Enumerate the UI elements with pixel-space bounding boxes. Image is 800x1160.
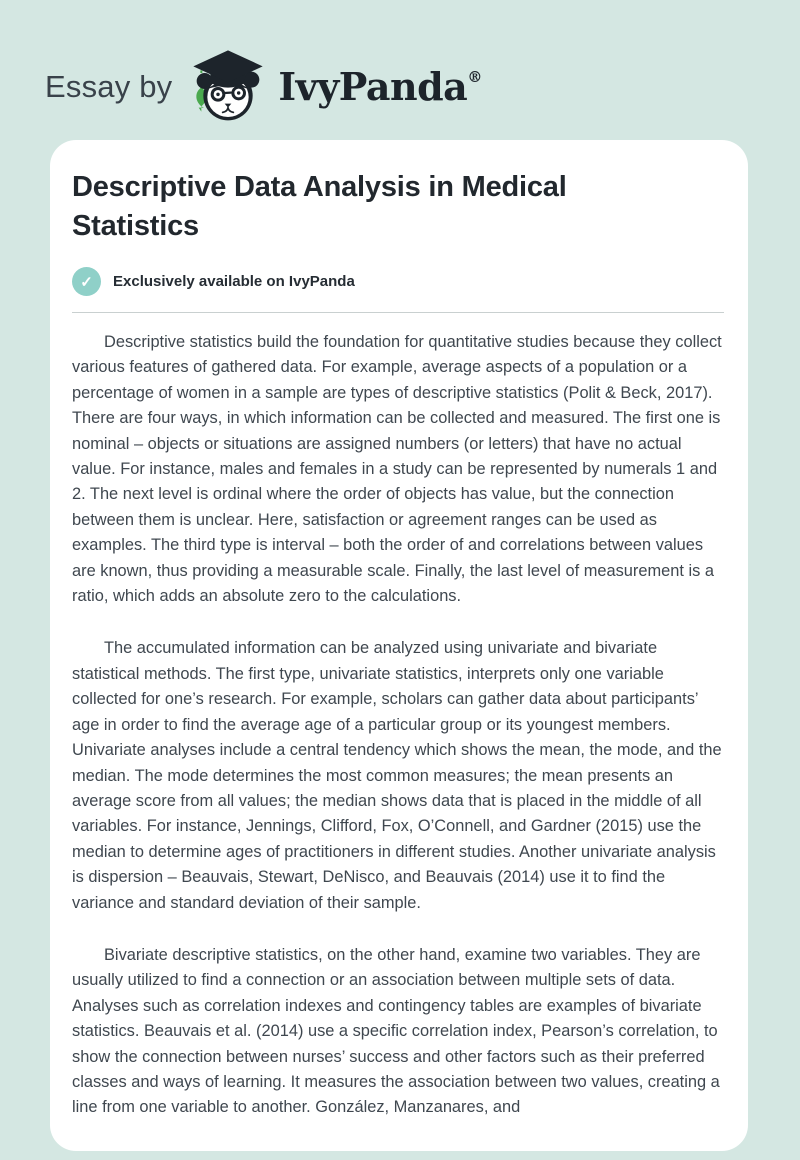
site-header [0,0,800,140]
essay-paragraph-3: Bivariate descriptive statistics, on the other hand, examine two variables. They are usually utilized to find a connection or an association between multiple sets of data. Analyses such as correlation indexes and contingency tables are examples of bivariate statistics. Beauvais et al. (2014) use a specific correlation index, Pearson’s correlation, to show the connection between nurses’ success and other factors such as their preferred classes and ways of learning. It measures the association between two values, creating a line from one variable to another. González, Manzanares, and [72,945,720,1117]
essay-title: Descriptive Data Analysis in Medical Statistics [72,171,567,242]
exclusive-badge [72,267,724,296]
essay-body [72,330,724,1121]
brand-wordmark [278,64,482,109]
ivypanda-logo [188,47,481,127]
essay-card [50,140,748,1151]
divider [72,312,724,313]
registered-mark: ® [467,68,482,86]
brand-name: IvyPanda [278,64,468,109]
exclusive-badge-label: Exclusively available on IvyPanda [113,273,355,290]
essay-paragraph-1: Descriptive statistics build the foundation for quantitative studies because they collect various features of gathered data. For example, average aspects of a population or a percentage of women in a sample are types of descriptive statistics (Polit & Beck, 2017). There are four ways, in which information can be collected and measured. The first one is nominal – objects or situations are assigned numbers (or letters) that have no actual value. For instance, males and females in a study can be represented by numerals 1 and 2. The next level is ordinal where the order of objects has value, but the connection between them is unclear. Here, satisfaction or agreement ranges can be used as examples. The third type is interval – both the order of and correlations between values are known, thus providing a measurable scale. Finally, the last level of measurement is a ratio, which adds an absolute zero to the calculations. [72,333,722,606]
checkmark-icon: ✓ [72,267,101,296]
essay-paragraph-2: The accumulated information can be analyzed using univariate and bivariate statistical methods. The first type, univariate statistics, interprets only one variable collected for one’s research. For example, scholars can gather data about participants’ age in order to find the average age of a particular group or its youngest members. Univariate analyses include a central tendency which shows the mean, the mode, and the median. The mode determines the most common measures; the mean presents an average score from all values; the median shows data that is placed in the middle of all variables. For instance, Jennings, Clifford, Fox, O’Connell, and Gardner (2015) use the median to determine ages of practitioners in different studies. Another univariate analysis is dispersion – Beauvais, Stewart, DeNisco, and Beauvais (2014) use it to find the variance and standard deviation of their sample. [72,639,722,912]
panda-graduation-cap-icon [188,47,268,127]
essay-by-label: Essay by [45,69,173,104]
